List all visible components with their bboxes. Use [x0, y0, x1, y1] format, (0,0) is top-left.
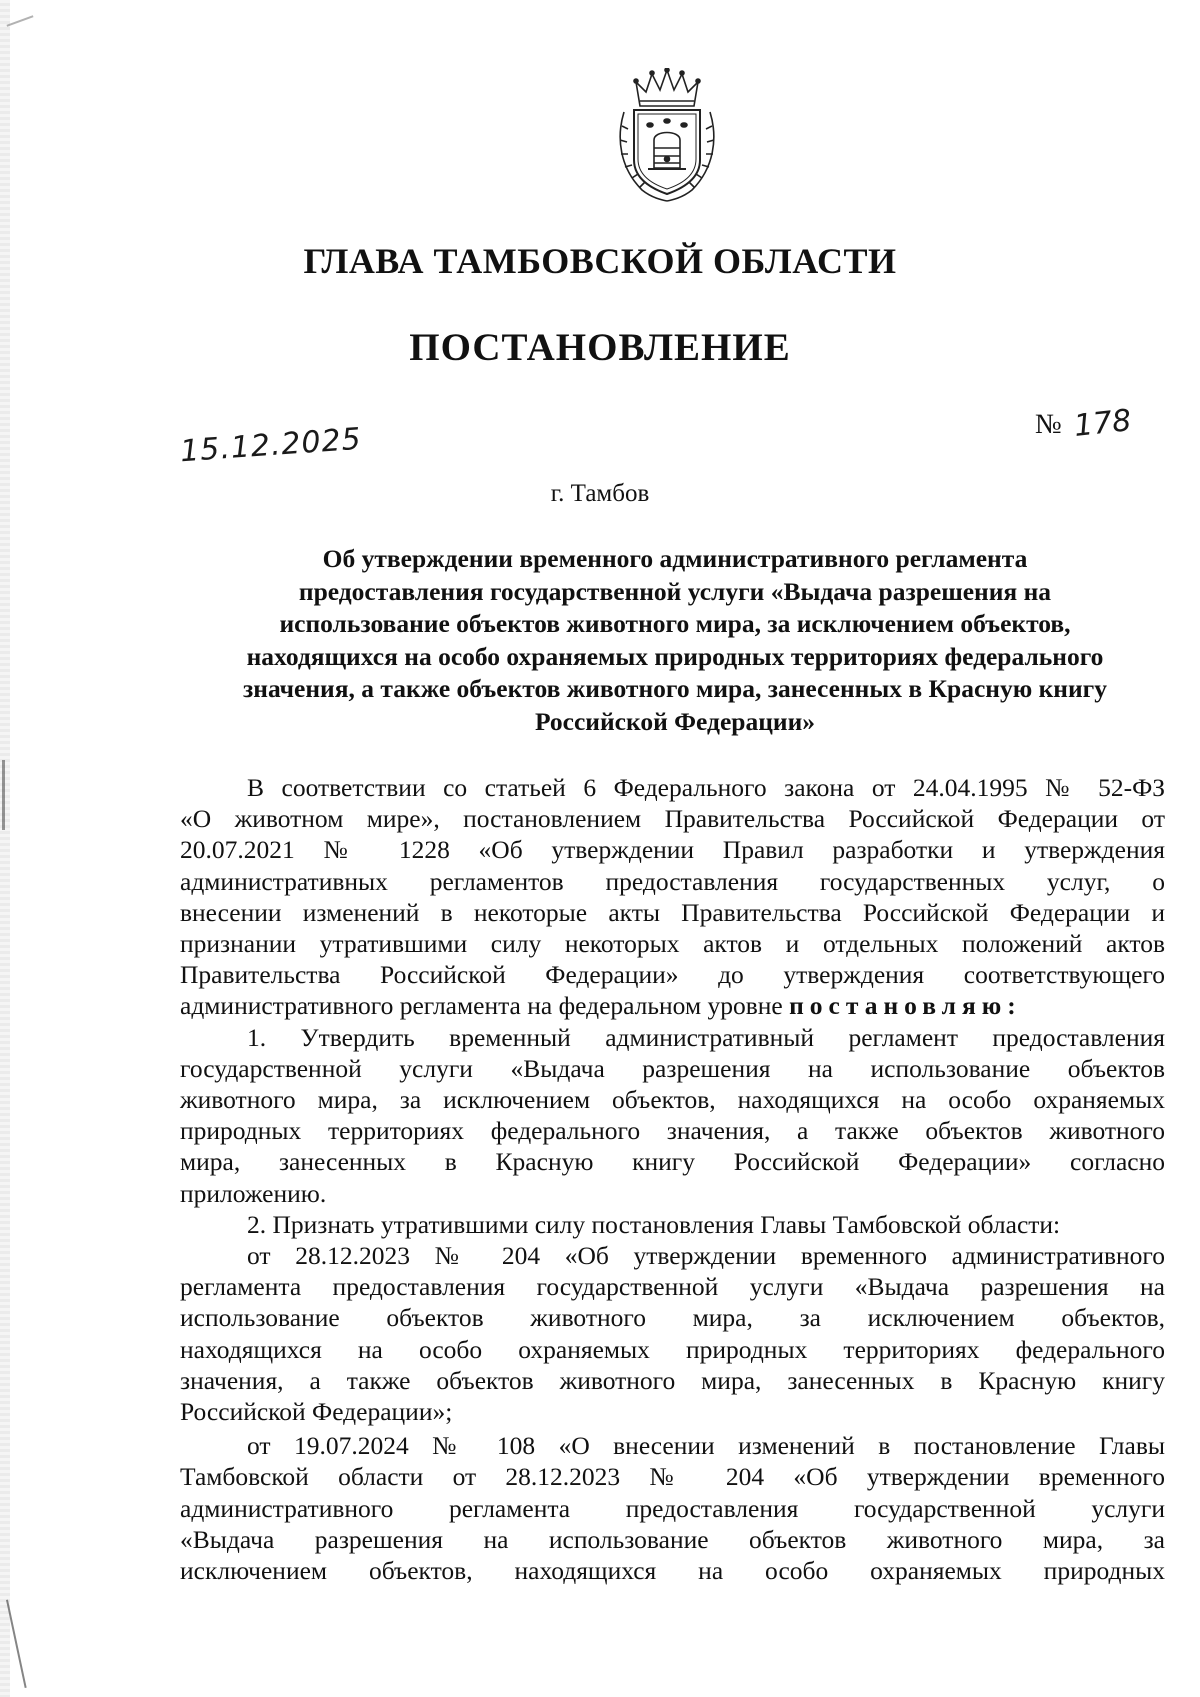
text-line: 2. Признать утратившими силу постановления Главы Тамбовской области: [247, 1209, 1061, 1239]
text-line: использование объектов животного мира, за исключением объектов, [180, 1303, 1165, 1333]
text-line: значения, а также объектов животного мира, занесенных в Красную книгу [180, 1365, 1165, 1395]
coat-of-arms-icon [612, 68, 722, 203]
document-number: 178 [1072, 403, 1133, 444]
number-sign: № [1035, 409, 1062, 440]
document-body [180, 772, 1165, 1586]
title-line: значения, а также объектов животного мира, занесенных в Красную книгу [243, 674, 1107, 703]
text-line: «Выдача разрешения на использование объектов животного мира, за [180, 1524, 1165, 1554]
text-line: 1. Утвердить временный административный регламент предоставления [247, 1022, 1165, 1052]
document-city: г. Тамбов [550, 480, 650, 507]
text-line: от 19.07.2024 № 108 «О внесении изменений в постановление Главы [247, 1431, 1165, 1461]
document-type: ПОСТАНОВЛЕНИЕ [409, 326, 791, 369]
text-line [180, 990, 1165, 1021]
text-line: «О животном мире», постановлением Правительства Российской Федерации от [180, 804, 1165, 834]
title-line: предоставления государственной услуги «Выдача разрешения на [298, 576, 1052, 606]
text-line: административных регламентов предоставления государственных услуг, о [180, 866, 1165, 896]
text-line: признании утратившими силу некоторых актов и отдельных положений актов [180, 929, 1165, 959]
issuing-authority: ГЛАВА ТАМБОВСКОЙ ОБЛАСТИ [303, 241, 897, 281]
text-line: мира, занесенных в Красную книгу Российской Федерации» согласно [180, 1147, 1165, 1177]
scan-artifact [2, 760, 5, 830]
text-line: от 28.12.2023 № 204 «Об утверждении временного административного [247, 1241, 1165, 1271]
document-date: 15.12.2025 [179, 421, 363, 470]
text-line: находящихся на особо охраняемых природных территориях федерального [180, 1334, 1165, 1364]
text-line: животного мира, за исключением объектов, находящихся на особо охраняемых [180, 1085, 1165, 1115]
text-line: Тамбовской области от 28.12.2023 № 204 «Об утверждении временного [180, 1462, 1165, 1492]
text-line: В соответствии со статьей 6 Федерального закона от 24.04.1995 № 52-ФЗ [247, 773, 1165, 802]
text-line: внесении изменений в некоторые акты Правительства Российской Федерации и [180, 897, 1165, 927]
document-number-field [1035, 403, 1133, 444]
text-line: природных территориях федерального значения, а также объектов животного [180, 1116, 1165, 1146]
text-fragment: административного регламента на федеральном уровне [180, 991, 783, 1021]
text-line: 20.07.2021 № 1228 «Об утверждении Правил разработки и утверждения [180, 835, 1165, 865]
text-line: Правительства Российской Федерации» до утверждения соответствующего [180, 960, 1165, 990]
scan-artifact [7, 15, 34, 26]
text-line: административного регламента предоставления государственной услуги [180, 1493, 1165, 1523]
resolve-word: постановляю: [789, 991, 1022, 1021]
text-line: исключением объектов, находящихся на особо охраняемых природных [180, 1556, 1165, 1586]
title-line: использование объектов животного мира, за исключением объектов, [279, 609, 1071, 638]
title-line: находящихся на особо охраняемых природных территориях федерального [246, 641, 1104, 671]
title-line: Российской Федерации» [534, 706, 816, 736]
text-line: государственной услуги «Выдача разрешения на использование объектов [180, 1053, 1165, 1083]
text-line: регламента предоставления государственной услуги «Выдача разрешения на [180, 1272, 1165, 1302]
text-line: приложению. [180, 1178, 327, 1208]
title-line: Об утверждении временного административного регламента [322, 544, 1028, 573]
text-line: Российской Федерации»; [180, 1397, 453, 1427]
document-title [185, 543, 1165, 738]
